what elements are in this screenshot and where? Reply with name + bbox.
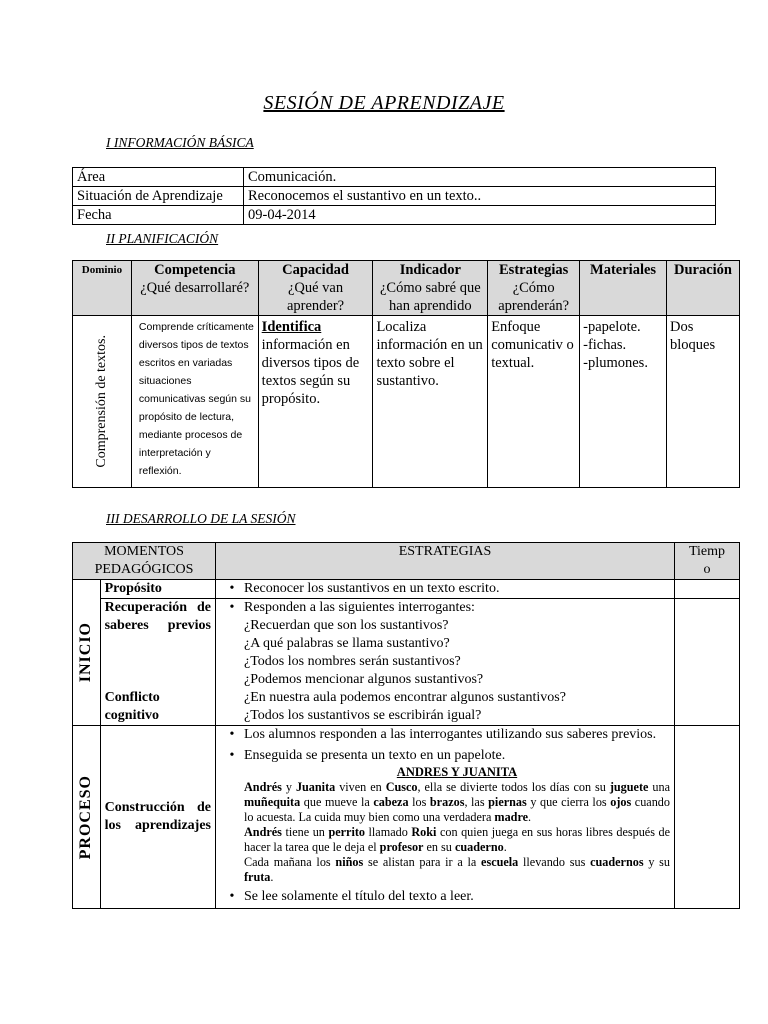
info-table	[72, 167, 716, 225]
duracion-cell: Dos bloques	[667, 316, 740, 488]
tiempo-cell	[675, 599, 740, 690]
table-header-row	[73, 543, 740, 580]
story-keyword: fruta	[244, 870, 271, 884]
story-box	[220, 765, 670, 885]
story-keyword: brazos	[429, 795, 465, 809]
story-fragment: en su	[423, 840, 455, 854]
table-row	[73, 316, 740, 488]
situacion-value: Reconocemos el sustantivo en un texto..	[244, 187, 716, 206]
construccion-cell: • Los alumnos responden a las interrogantes utilizando sus saberes previos. • Enseguida se presenta un texto en un papelote. ANDRES Y JUANITA Andrés y Juanita viven en Cusco, ella se divierte todos los días con su juguete una muñequita que mueve la cabeza los brazos, las piernas y que cierra los ojos cuando lo acuesta. La cuida muy bien como una verdadera madre. Andrés tiene un perrito llamado Roki con quien juega en sus horas libres después de hacer la tarea que le deja el profesor en su cuaderno. Cada mañana los niños se alistan para ir a la escuela llevando sus cuadernos y su fruta. • Se lee solamente el título del texto a leer.	[216, 726, 675, 909]
proposito-label: Propósito	[100, 580, 215, 599]
story-keyword: cuadernos	[590, 855, 644, 869]
story-fragment: cuando lo acuesta. La cuida muy bien como una verdadera	[244, 795, 670, 824]
recuperacion-label: Recuperación de saberes previos	[100, 599, 215, 690]
section-heading-planificacion: II PLANIFICACIÓN	[106, 231, 219, 246]
table-row	[73, 580, 740, 599]
tiempo-cell	[675, 726, 740, 909]
development-table	[72, 542, 740, 909]
construccion-label: Construcción de los aprendizajes	[100, 726, 215, 909]
story-keyword: cuaderno	[454, 840, 504, 854]
header-capacidad: Capacidad ¿Qué van aprender?	[258, 261, 373, 316]
story-keyword: juguete	[609, 780, 649, 794]
estrategias-cell: Enfoque comunicativ o textual.	[488, 316, 580, 488]
recuperacion-cell: • Responden a las siguientes interrogantes: ¿Recuerdan que son los sustantivos? ¿A qué palabras se llama sustantivo? ¿Todos los nombres serán sustantivos? ¿Podemos mencionar algunos sustantivos?	[216, 599, 675, 690]
indicador-cell: Localiza información en un texto sobre el sustantivo.	[373, 316, 488, 488]
story-keyword: escuela	[481, 855, 519, 869]
header-tiempo: Tiemp o	[675, 543, 740, 580]
header-estrategias-dev: ESTRATEGIAS	[216, 543, 675, 580]
story-fragment: una	[648, 780, 670, 794]
fecha-label: Fecha	[73, 206, 244, 225]
story-fragment: Cada mañana los	[244, 855, 336, 869]
conflicto-label: Conflicto cognitivo	[100, 689, 215, 726]
conflicto-cell: ¿En nuestra aula podemos encontrar algunos sustantivos? ¿Todos los sustantivos se escribirán igual?	[216, 689, 675, 726]
story-fragment: , ella se divierte todos los días con su	[417, 780, 610, 794]
story-fragment: .	[528, 810, 532, 824]
fecha-value: 09-04-2014	[244, 206, 716, 225]
story-keyword: profesor	[379, 840, 424, 854]
story-fragment: viven en	[335, 780, 386, 794]
story-fragment: se alistan para ir a la	[363, 855, 482, 869]
proceso-cell	[73, 726, 101, 909]
header-indicador: Indicador ¿Cómo sabré que han aprendido	[373, 261, 488, 316]
story-keyword: niños	[335, 855, 364, 869]
story-keyword: piernas	[488, 795, 527, 809]
page-title: SESIÓN DE APRENDIZAJE	[263, 92, 505, 114]
story-keyword: perrito	[328, 825, 365, 839]
table-row	[73, 206, 716, 225]
situacion-label: Situación de Aprendizaje	[73, 187, 244, 206]
proposito-cell: • Reconocer los sustantivos en un texto escrito.	[216, 580, 675, 599]
area-value: Comunicación.	[244, 168, 716, 187]
story-fragment: .	[503, 840, 507, 854]
header-momentos: MOMENTOS PEDAGÓGICOS	[73, 543, 216, 580]
story-fragment: y su	[643, 855, 671, 869]
planning-table	[72, 260, 740, 488]
story-keyword: Roki	[411, 825, 437, 839]
header-duracion: Duración	[667, 261, 740, 316]
table-row	[73, 689, 740, 726]
story-keyword: Cusco	[385, 780, 418, 794]
story-keyword: Andrés	[244, 780, 282, 794]
table-row	[73, 187, 716, 206]
story-keyword: Andrés	[244, 825, 282, 839]
story-fragment: .	[270, 870, 274, 884]
story-fragment: y	[281, 780, 296, 794]
table-row	[73, 599, 740, 690]
story-keyword: cabeza	[373, 795, 409, 809]
dominio-cell	[73, 316, 132, 488]
header-estrategias: Estrategias ¿Cómo aprenderán?	[488, 261, 580, 316]
section-heading-informacion: I INFORMACIÓN BÁSICA	[106, 135, 254, 150]
story-fragment: , las	[464, 795, 489, 809]
story-keyword: ojos	[610, 795, 632, 809]
story-fragment: que mueve la	[300, 795, 374, 809]
story-fragment: llevando sus	[518, 855, 591, 869]
table-row	[73, 168, 716, 187]
materiales-cell: -papelote. -fichas. -plumones.	[580, 316, 667, 488]
story-fragment: los	[408, 795, 430, 809]
table-header-row	[73, 261, 740, 316]
story-keyword: muñequita	[244, 795, 301, 809]
header-materiales: Materiales	[580, 261, 667, 316]
story-fragment: y que cierra los	[526, 795, 611, 809]
story-fragment: con quien juega en sus horas libres después de hacer la tarea que le deja el	[244, 825, 671, 854]
story-title: ANDRES Y JUANITA	[396, 765, 518, 779]
story-text	[244, 780, 670, 885]
story-keyword: Juanita	[295, 780, 336, 794]
inicio-cell	[73, 580, 101, 726]
story-fragment: llamado	[364, 825, 412, 839]
table-row	[73, 726, 740, 909]
section-heading-desarrollo: III DESARROLLO DE LA SESIÓN	[106, 511, 296, 526]
story-keyword: madre	[494, 810, 529, 824]
tiempo-cell	[675, 580, 740, 599]
header-dominio: Dominio	[73, 261, 132, 316]
capacidad-cell: Identifica información en diversos tipos de textos según su propósito.	[258, 316, 373, 488]
proceso-label: PROCESO	[77, 774, 94, 860]
story-fragment: tiene un	[281, 825, 329, 839]
header-competencia: Competencia ¿Qué desarrollaré?	[131, 261, 258, 316]
area-label: Área	[73, 168, 244, 187]
competencia-cell: Comprende críticamente diversos tipos de textos escritos en variadas situaciones comunicativas según su propósito de lectura, mediante procesos de interpretación y reflexión.	[131, 316, 258, 488]
dominio-text: Comprensión de textos.	[93, 335, 109, 468]
inicio-label: INICIO	[77, 622, 94, 683]
tiempo-cell	[675, 689, 740, 726]
